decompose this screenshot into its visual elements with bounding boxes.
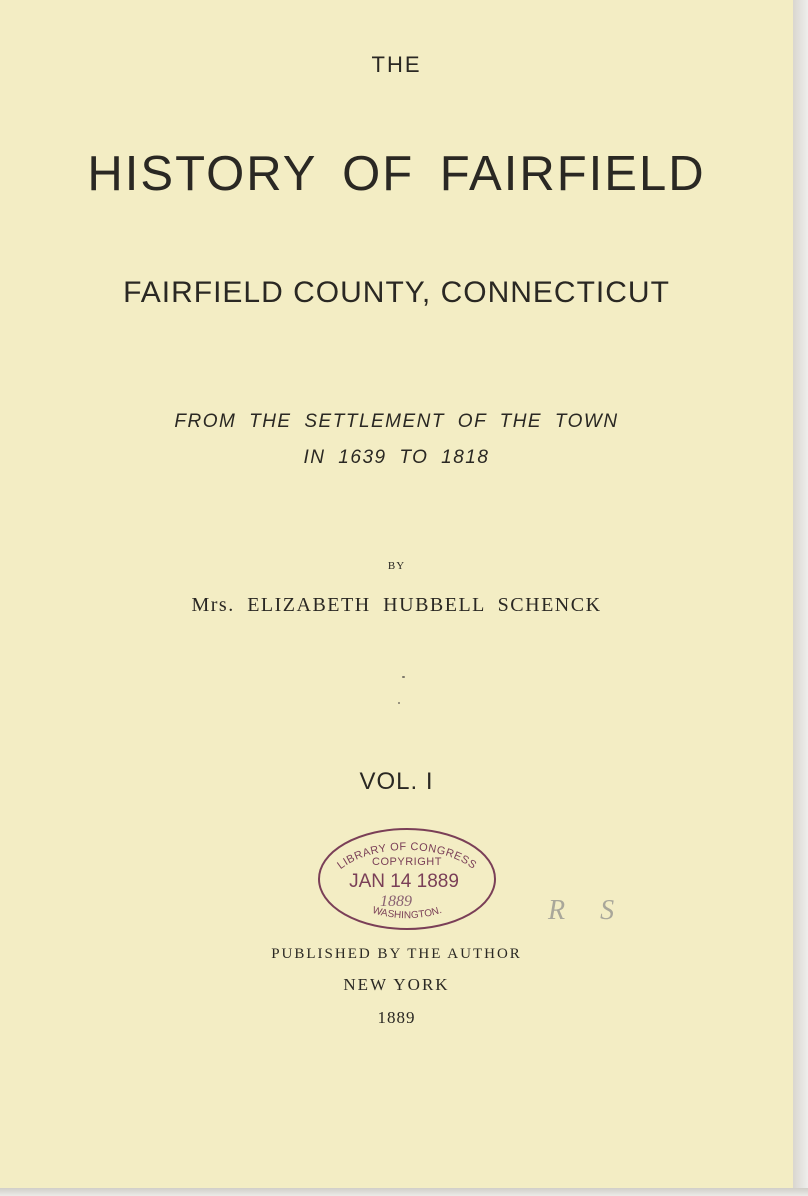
page-bottom-shadow — [0, 1188, 808, 1196]
volume-label: VOL. I — [359, 768, 434, 795]
book-title: HISTORY OF FAIRFIELD — [87, 147, 706, 201]
description-line-2: IN 1639 TO 1818 — [303, 447, 490, 468]
stamp-line-2: COPYRIGHT — [372, 856, 442, 868]
stamp-date: JAN 14 1889 — [349, 871, 459, 892]
pencil-mark: R S — [548, 895, 629, 926]
book-subtitle: FAIRFIELD COUNTY, CONNECTICUT — [123, 276, 670, 309]
author-name: Mrs. ELIZABETH HUBBELL SCHENCK — [191, 594, 602, 616]
library-of-congress-stamp — [316, 826, 498, 932]
page-edge-shadow — [793, 0, 808, 1196]
ink-speck — [398, 702, 400, 704]
ink-speck — [402, 676, 405, 678]
publisher-line: PUBLISHED BY THE AUTHOR — [271, 946, 522, 962]
publication-year: 1889 — [377, 1008, 416, 1027]
stamp-handwritten-year: 1889 — [380, 893, 412, 910]
description-line-1: FROM THE SETTLEMENT OF THE TOWN — [174, 411, 619, 432]
title-article: THE — [371, 52, 422, 77]
stamp-line-4: WASHINGTON. — [371, 904, 444, 922]
publication-city: NEW YORK — [343, 975, 450, 994]
stamp-line-1: LIBRARY OF CONGRESS — [335, 840, 479, 872]
by-label: BY — [387, 560, 406, 572]
